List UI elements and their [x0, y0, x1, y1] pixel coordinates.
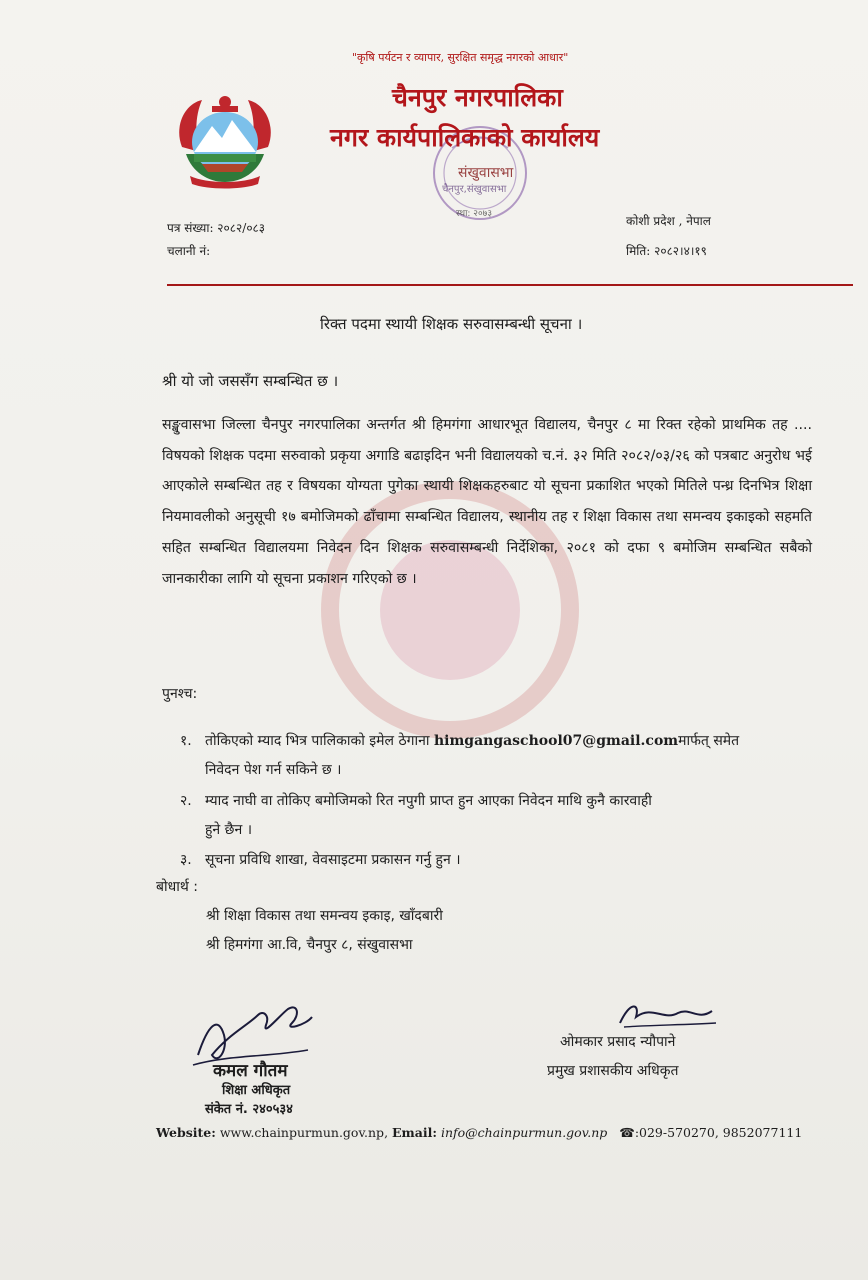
signatory-right-name: ओमकार प्रसाद न्यौपाने [560, 1034, 676, 1050]
signatory-left-name: कमल गौतम [213, 1061, 288, 1081]
office-name: नगर कार्यपालिकाको कार्यालय [330, 123, 600, 152]
signatory-left-post: शिक्षा अधिकृत [222, 1083, 291, 1098]
header-divider [167, 284, 853, 286]
cc-recipient: श्री शिक्षा विकास तथा समन्वय इकाइ, खाँदबारी [206, 908, 443, 924]
letter-body: सङ्खुवासभा जिल्ला चैनपुर नगरपालिका अन्तर्गत श्री हिमगंगा आधारभूत विद्यालय, चैनपुर ८ मा रिक्त रहेको प्राथमिक तह .... विषयको शिक्षक पदमा सरुवाको प्रकृया अगाडि बढाइदिन भनी विद्यालयको च.नं. ३२ मिति २०८२/०३/२६ को पत्रबाट अनुरोध भई आएकोले सम्बन्धित तह र विषयका योग्यता पुगेका स्थायी शिक्षकहरुबाट यो सूचना प्रकाशित भएको मितिले पन्ध्र दिनभित्र शिक्षा नियमावलीको अनुसूची १७ बमोजिमको ढाँचामा सम्बन्धित विद्यालय, स्थानीय तह र शिक्षा विकास तथा समन्वय इकाइको सहमति सहित सम्बन्धित विद्यालयमा निवेदन दिन शिक्षक सरुवासम्बन्धी निर्देशिका, २०८१ को दफा ९ बमोजिम सम्बन्धित सबैको जानकारीका लागि यो सूचना प्रकाशन गरिएको छ । [162, 417, 812, 587]
postscript-item-text: सूचना प्रविधि शाखा, वेवसाइटमा प्रकासन गर्नु हुन । [205, 852, 461, 868]
reference-number: पत्र संख्या: २०८२/०८३ [167, 221, 266, 235]
postscript-item-number: ३. [180, 852, 192, 868]
postscript-item-text: हुने छैन । [205, 822, 252, 838]
postscript-item-text: म्याद नाघी वा तोकिए बमोजिमको रित नपुगी प्राप्त हुन आएका निवेदन माथि कुनै कारवाही [205, 793, 652, 809]
postscript-item-text: निवेदन पेश गर्न सकिने छ । [205, 762, 342, 778]
postscript-item-number: २. [180, 793, 192, 809]
municipality-name: चैनपुर नगरपालिका [392, 83, 563, 112]
email-label: Email: [392, 1125, 437, 1140]
letter-footer: Website: www.chainpurmun.gov.np, Email: info@chainpurmun.gov.np ☎:029-570270, 9852077111 [156, 1125, 803, 1140]
postscript-label: पुनश्च: [162, 686, 198, 702]
province-address: कोशी प्रदेश , नेपाल [626, 214, 711, 228]
phone-number: 029-570270, 9852077111 [639, 1125, 803, 1140]
postscript-item-text: मार्फत् समेत [678, 733, 740, 749]
signatory-right-post: प्रमुख प्रशासकीय अधिकृत [547, 1063, 679, 1079]
dispatch-number: चलानी नं: [167, 244, 211, 258]
cc-label: बोधार्थ : [156, 879, 198, 895]
district-name: संखुवासभा [458, 165, 514, 181]
signature-right [612, 995, 722, 1035]
municipality-motto: "कृषि पर्यटन र व्यापार, सुरक्षित समृद्ध नगरको आधार" [352, 51, 569, 64]
website-link[interactable]: www.chainpurmun.gov.np [219, 1125, 385, 1140]
postscript-item-number: १. [180, 733, 192, 749]
postscript-item [205, 727, 739, 756]
phone-icon: ☎ [619, 1125, 635, 1140]
postscript-item-text: तोकिएको म्याद भित्र पालिकाको इमेल ठेगाना [205, 733, 434, 749]
nepal-emblem-logo [172, 92, 278, 190]
svg-text:स्था: २०७३: स्था: २०७३ [456, 209, 493, 219]
email-link[interactable]: info@chainpurmun.gov.np [440, 1125, 608, 1140]
website-label: Website: [156, 1125, 216, 1140]
letter-subject: रिक्त पदमा स्थायी शिक्षक सरुवासम्बन्धी सूचना । [320, 315, 583, 333]
school-email-link[interactable]: himgangaschool07@gmail.com [433, 733, 679, 749]
letter-salutation: श्री यो जो जससँग सम्बन्धित छ । [162, 372, 339, 390]
svg-text:चैनपुर,संखुवासभा: चैनपुर,संखुवासभा [442, 184, 507, 195]
signatory-left-code: संकेत नं. २४०५३४ [205, 1102, 293, 1117]
cc-recipient: श्री हिमगंगा आ.वि, चैनपुर ८, संखुवासभा [206, 937, 413, 953]
letter-date: मिति: २०८२।४।१९ [626, 244, 707, 258]
